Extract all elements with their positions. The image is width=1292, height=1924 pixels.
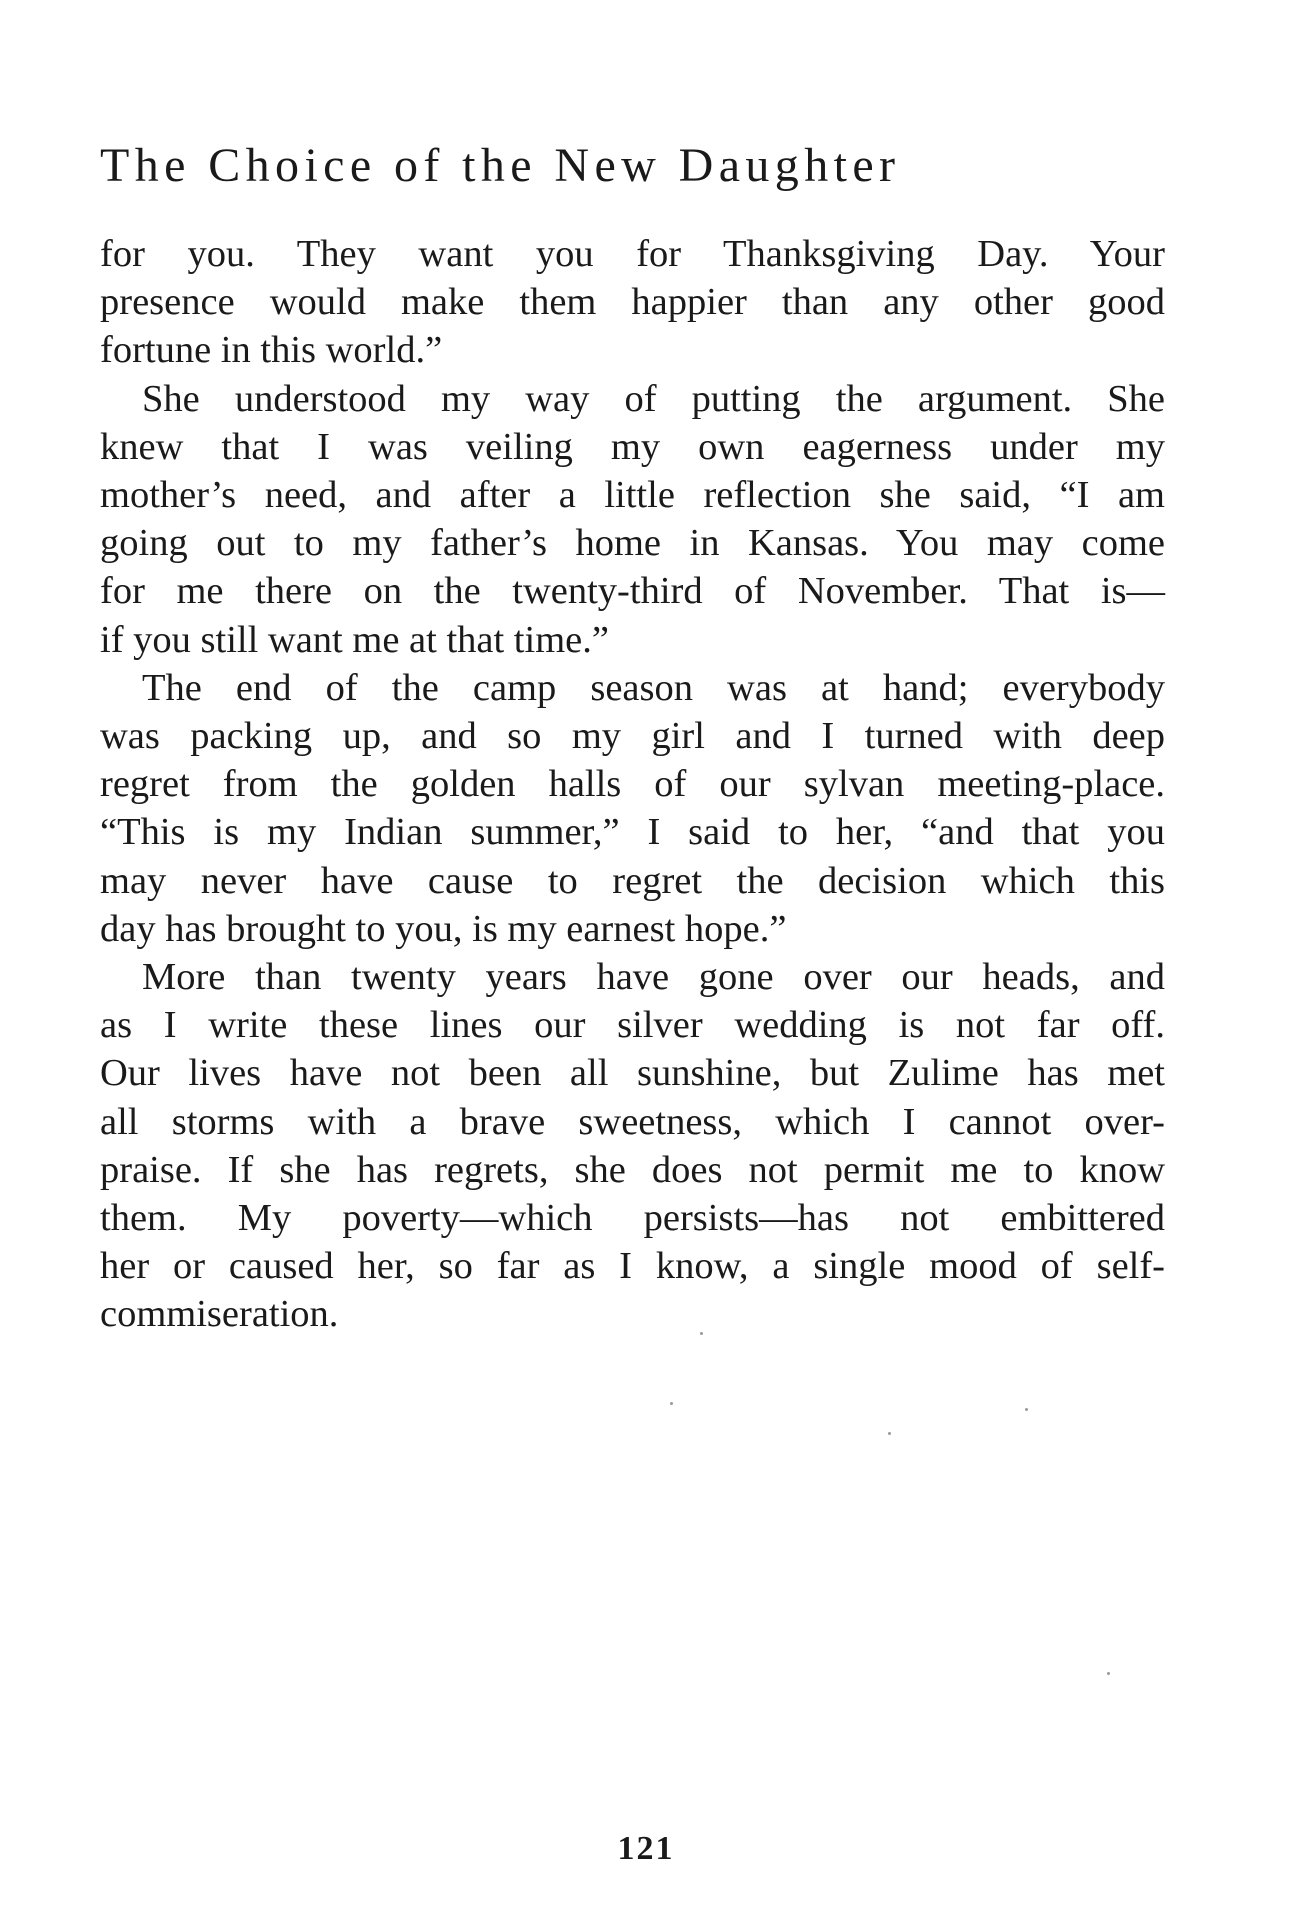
text-line: More than twenty years have gone over our heads, and	[142, 956, 1165, 999]
text-line: for me there on the twenty-third of November. That is—	[100, 570, 1165, 613]
text-line: commiseration.	[100, 1293, 339, 1336]
text-line: regret from the golden halls of our sylvan meeting-place.	[100, 763, 1165, 806]
paragraph-1	[100, 230, 1165, 375]
paragraph-3	[100, 664, 1165, 953]
text-line: presence would make them happier than any other good	[100, 281, 1165, 324]
text-line: fortune in this world.”	[100, 329, 443, 372]
print-speck	[1025, 1408, 1028, 1411]
page-number: 121	[617, 1830, 675, 1867]
print-speck	[888, 1432, 891, 1435]
text-line: She understood my way of putting the argument. She	[142, 377, 1165, 420]
body-text	[100, 230, 1165, 1339]
text-line: them. My poverty—which persists—has not embittered	[100, 1197, 1165, 1240]
print-speck	[670, 1402, 673, 1405]
text-line: “This is my Indian summer,” I said to her, “and that you	[100, 811, 1165, 854]
text-line: all storms with a brave sweetness, which I cannot over-	[100, 1100, 1165, 1143]
text-line: going out to my father’s home in Kansas. You may come	[100, 522, 1165, 565]
text-line: mother’s need, and after a little reflection she said, “I am	[100, 474, 1165, 517]
text-line: her or caused her, so far as I know, a single mood of self-	[100, 1245, 1165, 1288]
text-line: was packing up, and so my girl and I turned with deep	[100, 715, 1165, 758]
text-line: as I write these lines our silver wedding is not far off.	[100, 1004, 1165, 1047]
text-line: may never have cause to regret the decision which this	[100, 859, 1165, 902]
text-line: Our lives have not been all sunshine, but Zulime has met	[100, 1052, 1165, 1095]
paragraph-4	[100, 953, 1165, 1339]
text-line: if you still want me at that time.”	[100, 618, 609, 661]
text-line: praise. If she has regrets, she does not permit me to know	[100, 1148, 1165, 1191]
text-line: knew that I was veiling my own eagerness under my	[100, 425, 1165, 468]
paragraph-2	[100, 375, 1165, 664]
text-line: for you. They want you for Thanksgiving Day. Your	[100, 233, 1165, 275]
text-line: The end of the camp season was at hand; everybody	[142, 666, 1165, 709]
running-head: The Choice of the New Daughter	[100, 139, 901, 192]
text-line: day has brought to you, is my earnest hope.”	[100, 907, 787, 950]
print-speck	[1107, 1672, 1110, 1675]
print-speck	[700, 1332, 703, 1335]
